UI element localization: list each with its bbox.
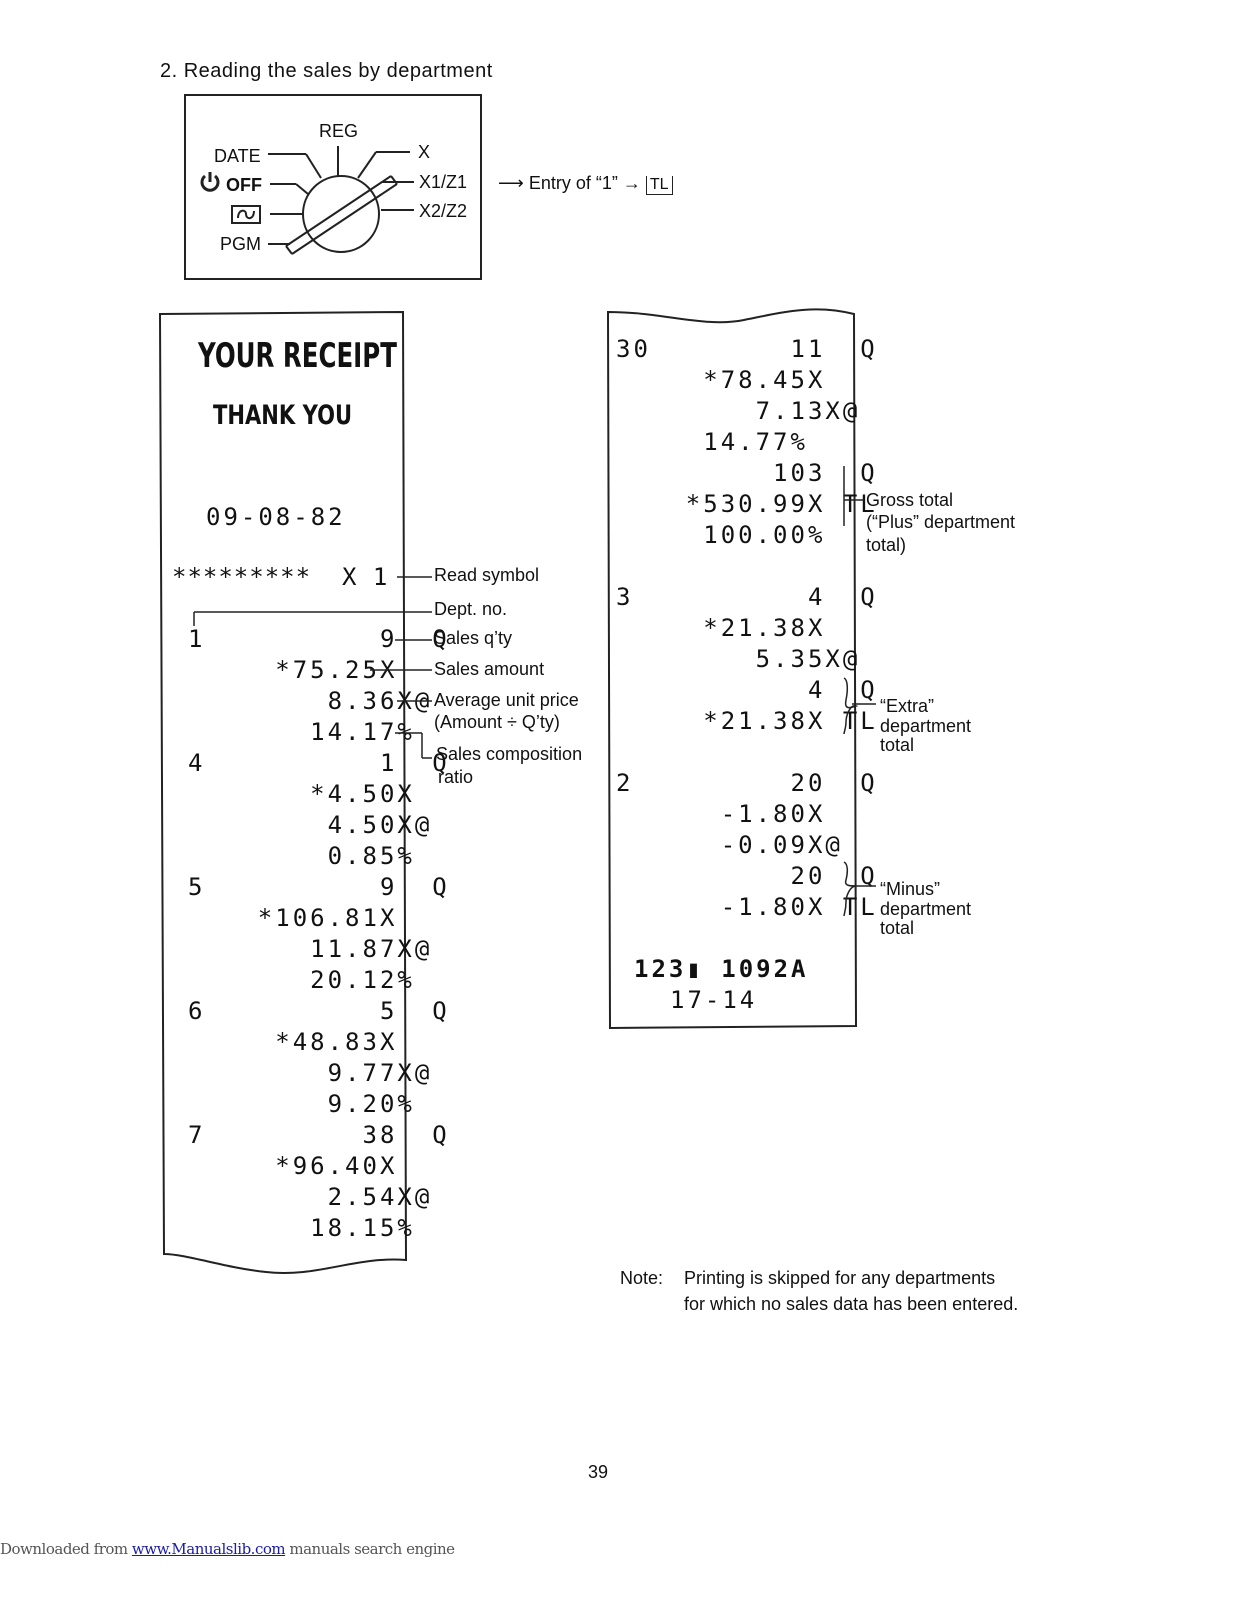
receipt-line: 18.15% <box>188 1214 415 1242</box>
receipt-line: 2 20 Q <box>616 769 878 797</box>
note-line1: Printing is skipped for any departments <box>684 1268 996 1288</box>
receipt-line: 0.85% <box>188 842 415 870</box>
receipt-time: 17-14 <box>670 986 758 1014</box>
callout-gross-total-end: total) <box>866 535 907 555</box>
receipt-line: 14.77% <box>616 428 808 456</box>
switch-label-reg: REG <box>319 121 359 141</box>
receipt-machine-no: 123▮ 1092A <box>634 955 809 983</box>
receipt-logo-line2: THANK YOU <box>213 400 353 431</box>
callout-leaders-left <box>190 570 440 770</box>
receipt-line: *21.38X <box>616 614 826 642</box>
section-heading: 2. Reading the sales by department <box>160 60 493 82</box>
receipt-line: 1 9 Q <box>188 625 450 653</box>
receipt-line: 20.12% <box>188 966 415 994</box>
receipt-line: *96.40X <box>188 1152 398 1180</box>
download-footer <box>0 1540 455 1558</box>
receipt-line: 30 11 Q <box>616 335 878 363</box>
receipt-line: *21.38X TL <box>616 707 878 735</box>
callout-dept-no: Dept. no. <box>434 599 508 619</box>
loop-mode-icon <box>232 206 260 223</box>
receipt-line: 9.77X@ <box>188 1059 433 1087</box>
mode-switch-diagram <box>184 94 482 280</box>
callout-minus: “Minus” <box>880 879 941 899</box>
switch-label-off: OFF <box>226 175 262 195</box>
receipt-logo-line1: YOUR RECEIPT <box>198 336 397 376</box>
receipt-line: *48.83X <box>188 1028 398 1056</box>
receipt-line: -0.09X@ <box>616 831 843 859</box>
page-number: 39 <box>588 1462 609 1482</box>
switch-label-date: DATE <box>214 146 261 166</box>
footer-suffix: manuals search engine <box>285 1540 455 1558</box>
receipt-line: 14.17% <box>188 718 415 746</box>
receipt-date: 09-08-82 <box>206 503 346 531</box>
receipt-line: *78.45X <box>616 366 826 394</box>
receipt-line: 103 Q <box>616 459 878 487</box>
key-sequence <box>498 173 673 195</box>
receipt-line: 4 1 Q <box>188 749 450 777</box>
receipt-line: 7 38 Q <box>188 1121 450 1149</box>
callout-extra-department: department <box>880 716 972 736</box>
receipt-line: 4 Q <box>616 676 878 704</box>
receipt-line: -1.80X <box>616 800 826 828</box>
receipt-line: 5 9 Q <box>188 873 450 901</box>
power-icon <box>202 172 218 190</box>
receipt-line: *530.99X TL <box>616 490 878 518</box>
receipt-line: -1.80X TL <box>616 893 878 921</box>
receipt-read-line: ********* X 1 <box>172 563 389 591</box>
receipt-line: *75.25X <box>188 656 398 684</box>
tl-key: TL <box>646 176 673 195</box>
receipt-line: 9.20% <box>188 1090 415 1118</box>
receipt-line: 6 5 Q <box>188 997 450 1025</box>
arrow-right-icon: ⟶ <box>498 173 529 193</box>
receipt-line: 4.50X@ <box>188 811 433 839</box>
callout-gross-total-plus: (“Plus” department <box>866 512 1016 532</box>
receipt-line: 2.54X@ <box>188 1183 433 1211</box>
switch-label-pgm: PGM <box>220 234 262 254</box>
callout-sales-qty: Sales q’ty <box>434 628 513 648</box>
receipt-line: 8.36X@ <box>188 687 433 715</box>
receipt-line: 100.00% <box>616 521 826 549</box>
callout-gross-total: Gross total <box>866 490 954 510</box>
receipt-line: 5.35X@ <box>616 645 861 673</box>
flow-text: Entry of “1” <box>528 173 618 193</box>
receipt-line: *106.81X <box>188 904 398 932</box>
receipt-line: 20 Q <box>616 862 878 890</box>
note-label: Note: <box>620 1268 664 1288</box>
footer-prefix: Downloaded from <box>0 1540 132 1558</box>
receipt-line: 3 4 Q <box>616 583 878 611</box>
receipt-line: 7.13X@ <box>616 397 861 425</box>
callout-minus-department: department <box>880 899 972 919</box>
receipt-line: 11.87X@ <box>188 935 433 963</box>
callout-avg-unit-price-formula: (Amount ÷ Q’ty) <box>434 712 560 732</box>
switch-label-x2z2: X2/Z2 <box>419 201 468 221</box>
callout-avg-unit-price: Average unit price <box>434 690 579 710</box>
switch-label-x1z1: X1/Z1 <box>419 172 468 192</box>
callout-composition-ratio: ratio <box>438 767 474 787</box>
callout-sales-amount: Sales amount <box>434 659 545 679</box>
callout-read-symbol: Read symbol <box>434 565 540 585</box>
arrow-right-icon: → <box>622 173 646 193</box>
switch-label-x: X <box>418 142 431 162</box>
receipt-line: *4.50X <box>188 780 415 808</box>
manualslib-link[interactable]: www.Manualslib.com <box>131 1540 286 1558</box>
callout-minus-total: total <box>880 918 915 938</box>
note-line2: for which no sales data has been entered. <box>684 1294 1019 1314</box>
callout-extra-total: total <box>880 735 915 755</box>
callout-composition: Sales composition <box>436 744 583 764</box>
callout-extra: “Extra” <box>880 696 934 716</box>
